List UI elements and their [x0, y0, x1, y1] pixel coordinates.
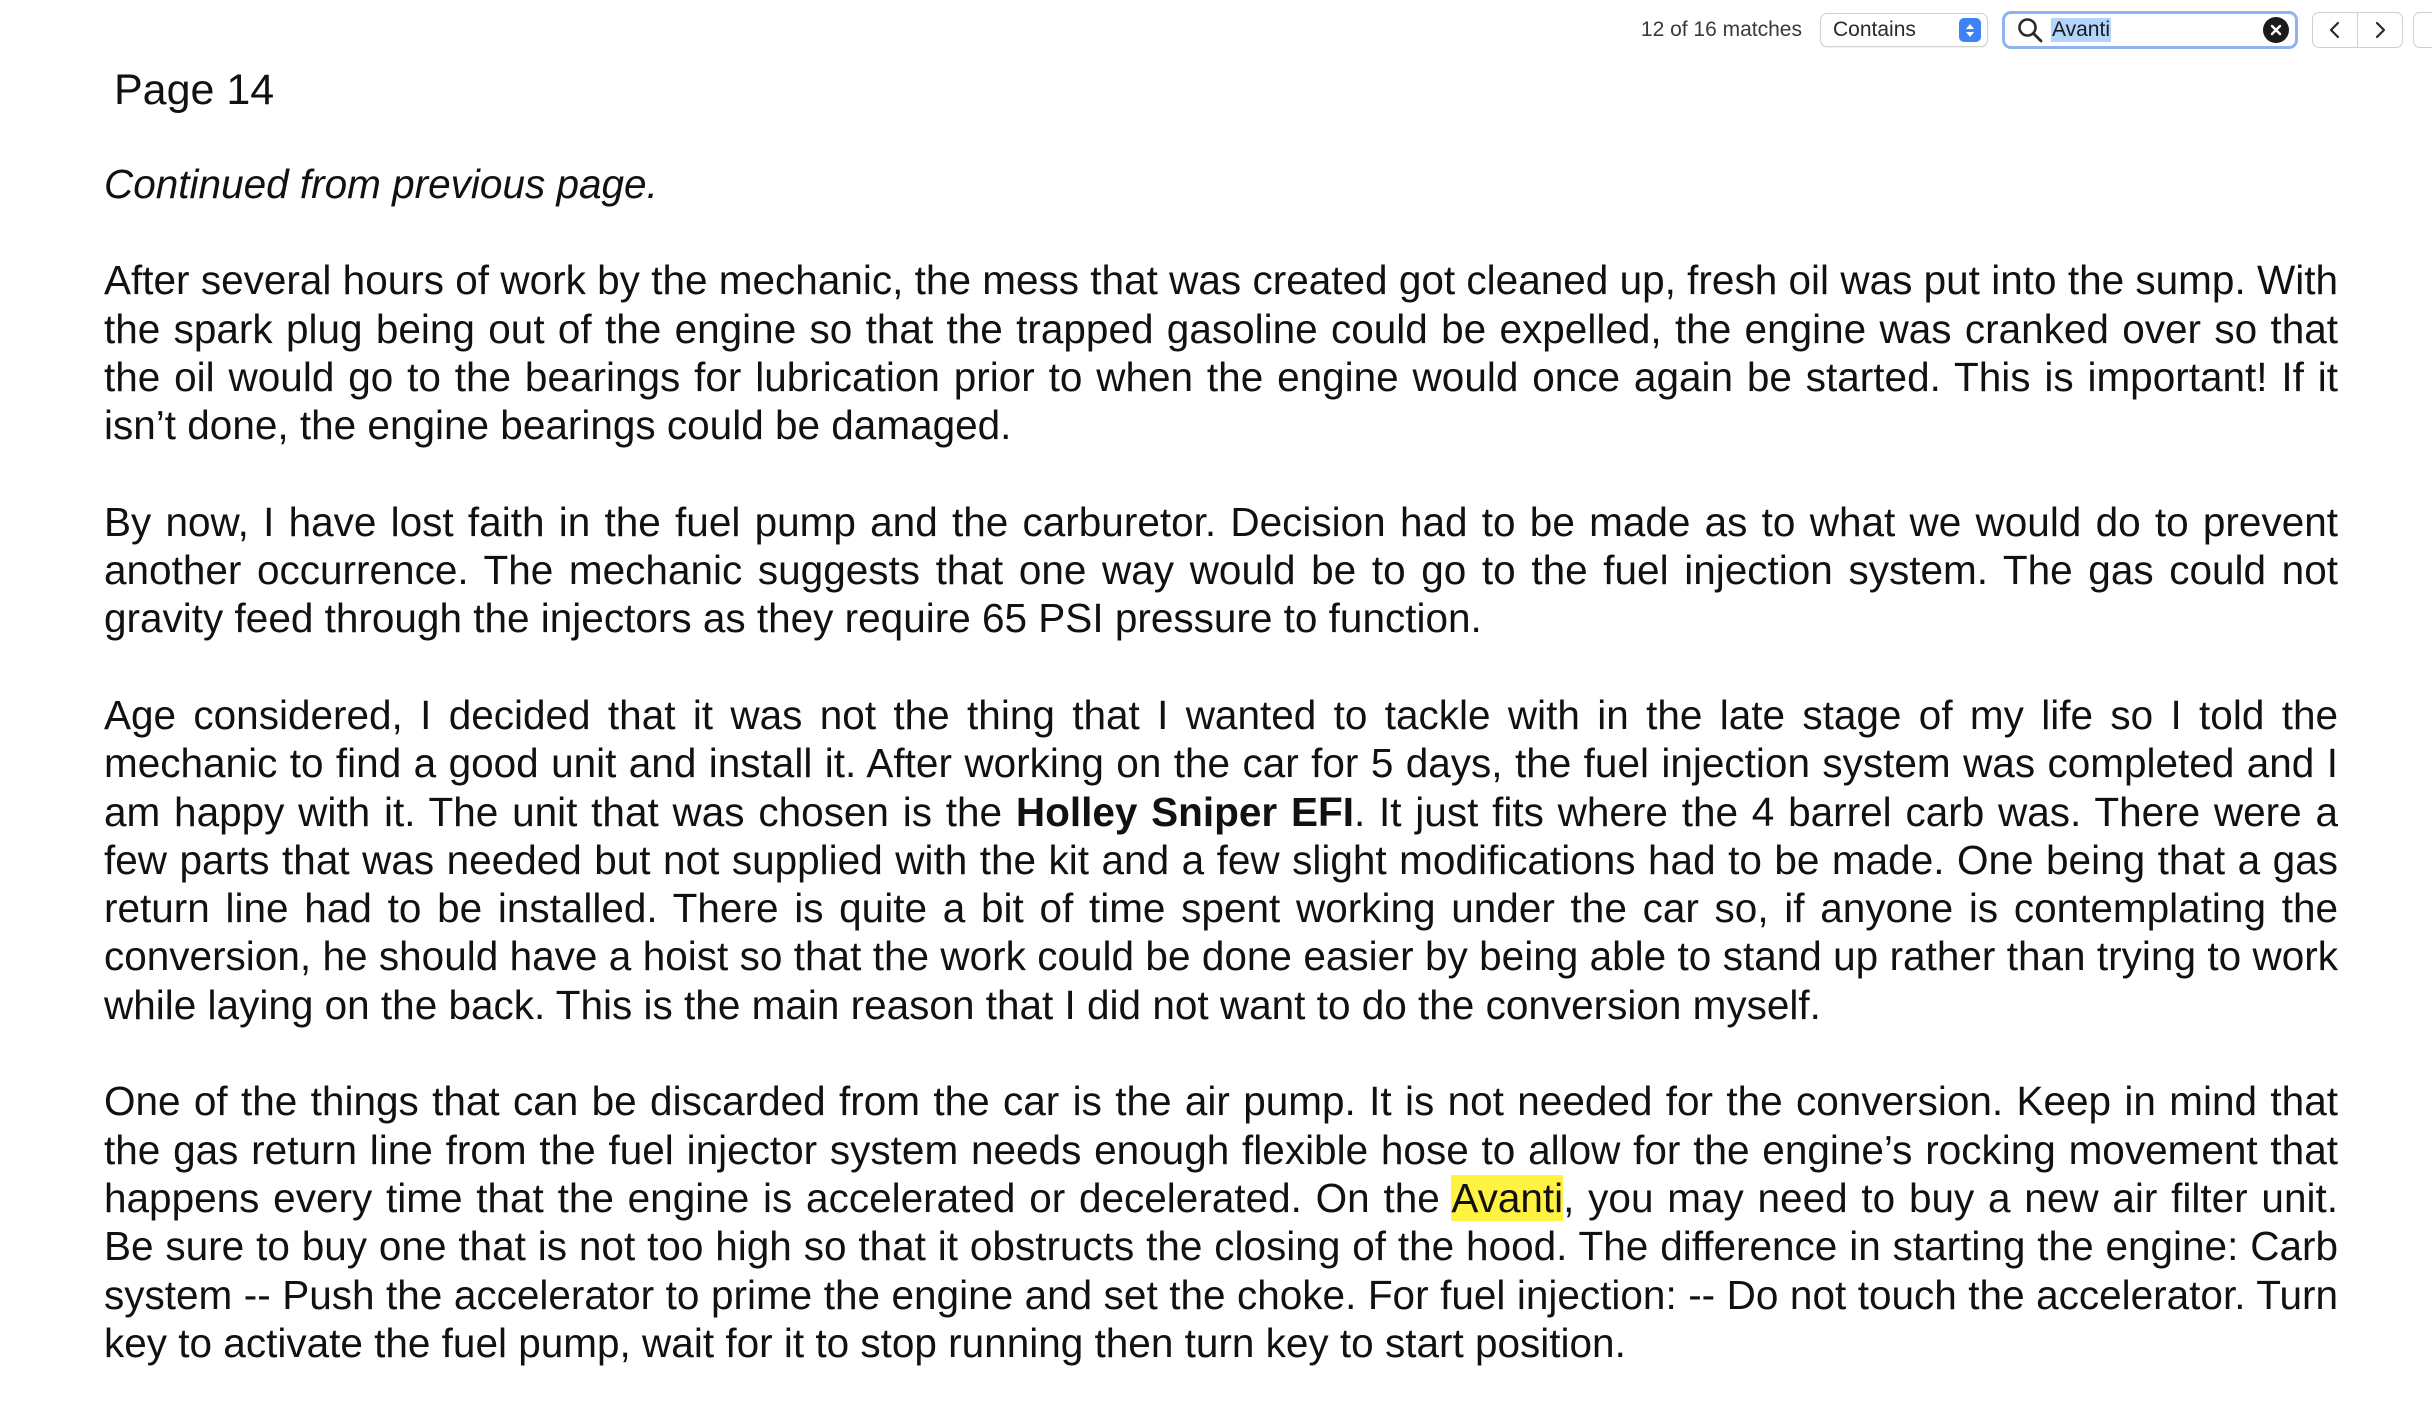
- search-input[interactable]: Avanti: [2052, 18, 2110, 41]
- page-number: Page 14: [114, 66, 275, 114]
- product-name: Holley Sniper EFI: [1015, 788, 1354, 835]
- paragraph-4: [104, 1077, 2338, 1367]
- done-button[interactable]: [2413, 12, 2432, 48]
- previous-match-button[interactable]: [2313, 13, 2357, 47]
- clear-x-glyph: [2269, 23, 2283, 37]
- find-bar: [1641, 10, 2432, 50]
- paragraph-3: [104, 691, 2338, 1029]
- stepper-down-arrow: [1966, 32, 1974, 37]
- chevron-right-icon: [2372, 20, 2388, 40]
- paragraph-3-text-start: Age considered, I decided that it was not the thing that I wanted to tackle with in the late stage of my life so I told the mechanic to find a good unit and install it. After working on the car for 5 days, the fuel injection system was completed and I am happy with it. The unit that was chosen is the: [104, 691, 2338, 835]
- clear-icon[interactable]: [2263, 17, 2289, 43]
- chevron-left-icon: [2327, 20, 2343, 40]
- paragraph-1: After several hours of work by the mechanic, the mess that was created got cleaned up, fresh oil was put into the sump. With the spark plug being out of the engine so that the trapped gasoline could be expelled, the engine was cranked over so that the oil would go to the bearings for lubrication prior to when the engine would once again be started. This is important! If it isn’t done, the engine bearings could be damaged.: [104, 257, 2338, 449]
- next-match-button[interactable]: [2357, 13, 2402, 47]
- search-match-highlight: Avanti: [1451, 1174, 1564, 1221]
- match-navigation: [2312, 12, 2403, 48]
- match-mode-label: Contains: [1833, 18, 1916, 41]
- paragraph-4-text-end: , you may need to buy a new air filter unit. Be sure to buy one that is not too high so that it obstructs the closing of the hood. The difference in starting the engine: Carb system -- Push the accelerator to prime the engine and set the choke. For fuel injection: -- Do not touch the accelerator. Turn key to activate the fuel pump, wait for it to stop running then turn key to start position.: [104, 1174, 2338, 1366]
- continued-note: Continued from previous page.: [104, 161, 658, 207]
- match-count: 12 of 16 matches: [1640, 18, 1802, 41]
- paragraph-2: By now, I have lost faith in the fuel pump and the carburetor. Decision had to be made as to what we would do to prevent another occurrence. The mechanic suggests that one way would be to go to the fuel injection system. The gas could not gravity feed through the injectors as they require 65 PSI pressure to function.: [104, 498, 2338, 642]
- match-mode-select[interactable]: [1820, 13, 1988, 47]
- stepper-icon: [1959, 18, 1981, 42]
- paragraph-4-text-start: One of the things that can be discarded from the car is the air pump. It is not needed for the conversion. Keep in mind that the gas return line from the fuel injector system needs enough flexible hose to allow for the engine’s rocking movement that happens every time that the engine is accelerated or decelerated. On the: [104, 1078, 2338, 1221]
- search-icon: [2015, 15, 2045, 45]
- document-body: [104, 160, 2338, 1414]
- paragraph-3-text-end: . It just fits where the 4 barrel carb was. There were a few parts that was needed but not supplied with the kit and a few slight modifications had to be made. One being that a gas return line had to be installed. There is quite a bit of time spent working under the car so, if anyone is contemplating the conversion, he should have a hoist so that the work could be done easier by being able to stand up rather than trying to work while laying on the back. This is the main reason that I did not want to do the conversion myself.: [104, 788, 2339, 1028]
- search-field[interactable]: [2002, 11, 2298, 49]
- stepper-up-arrow: [1966, 24, 1974, 29]
